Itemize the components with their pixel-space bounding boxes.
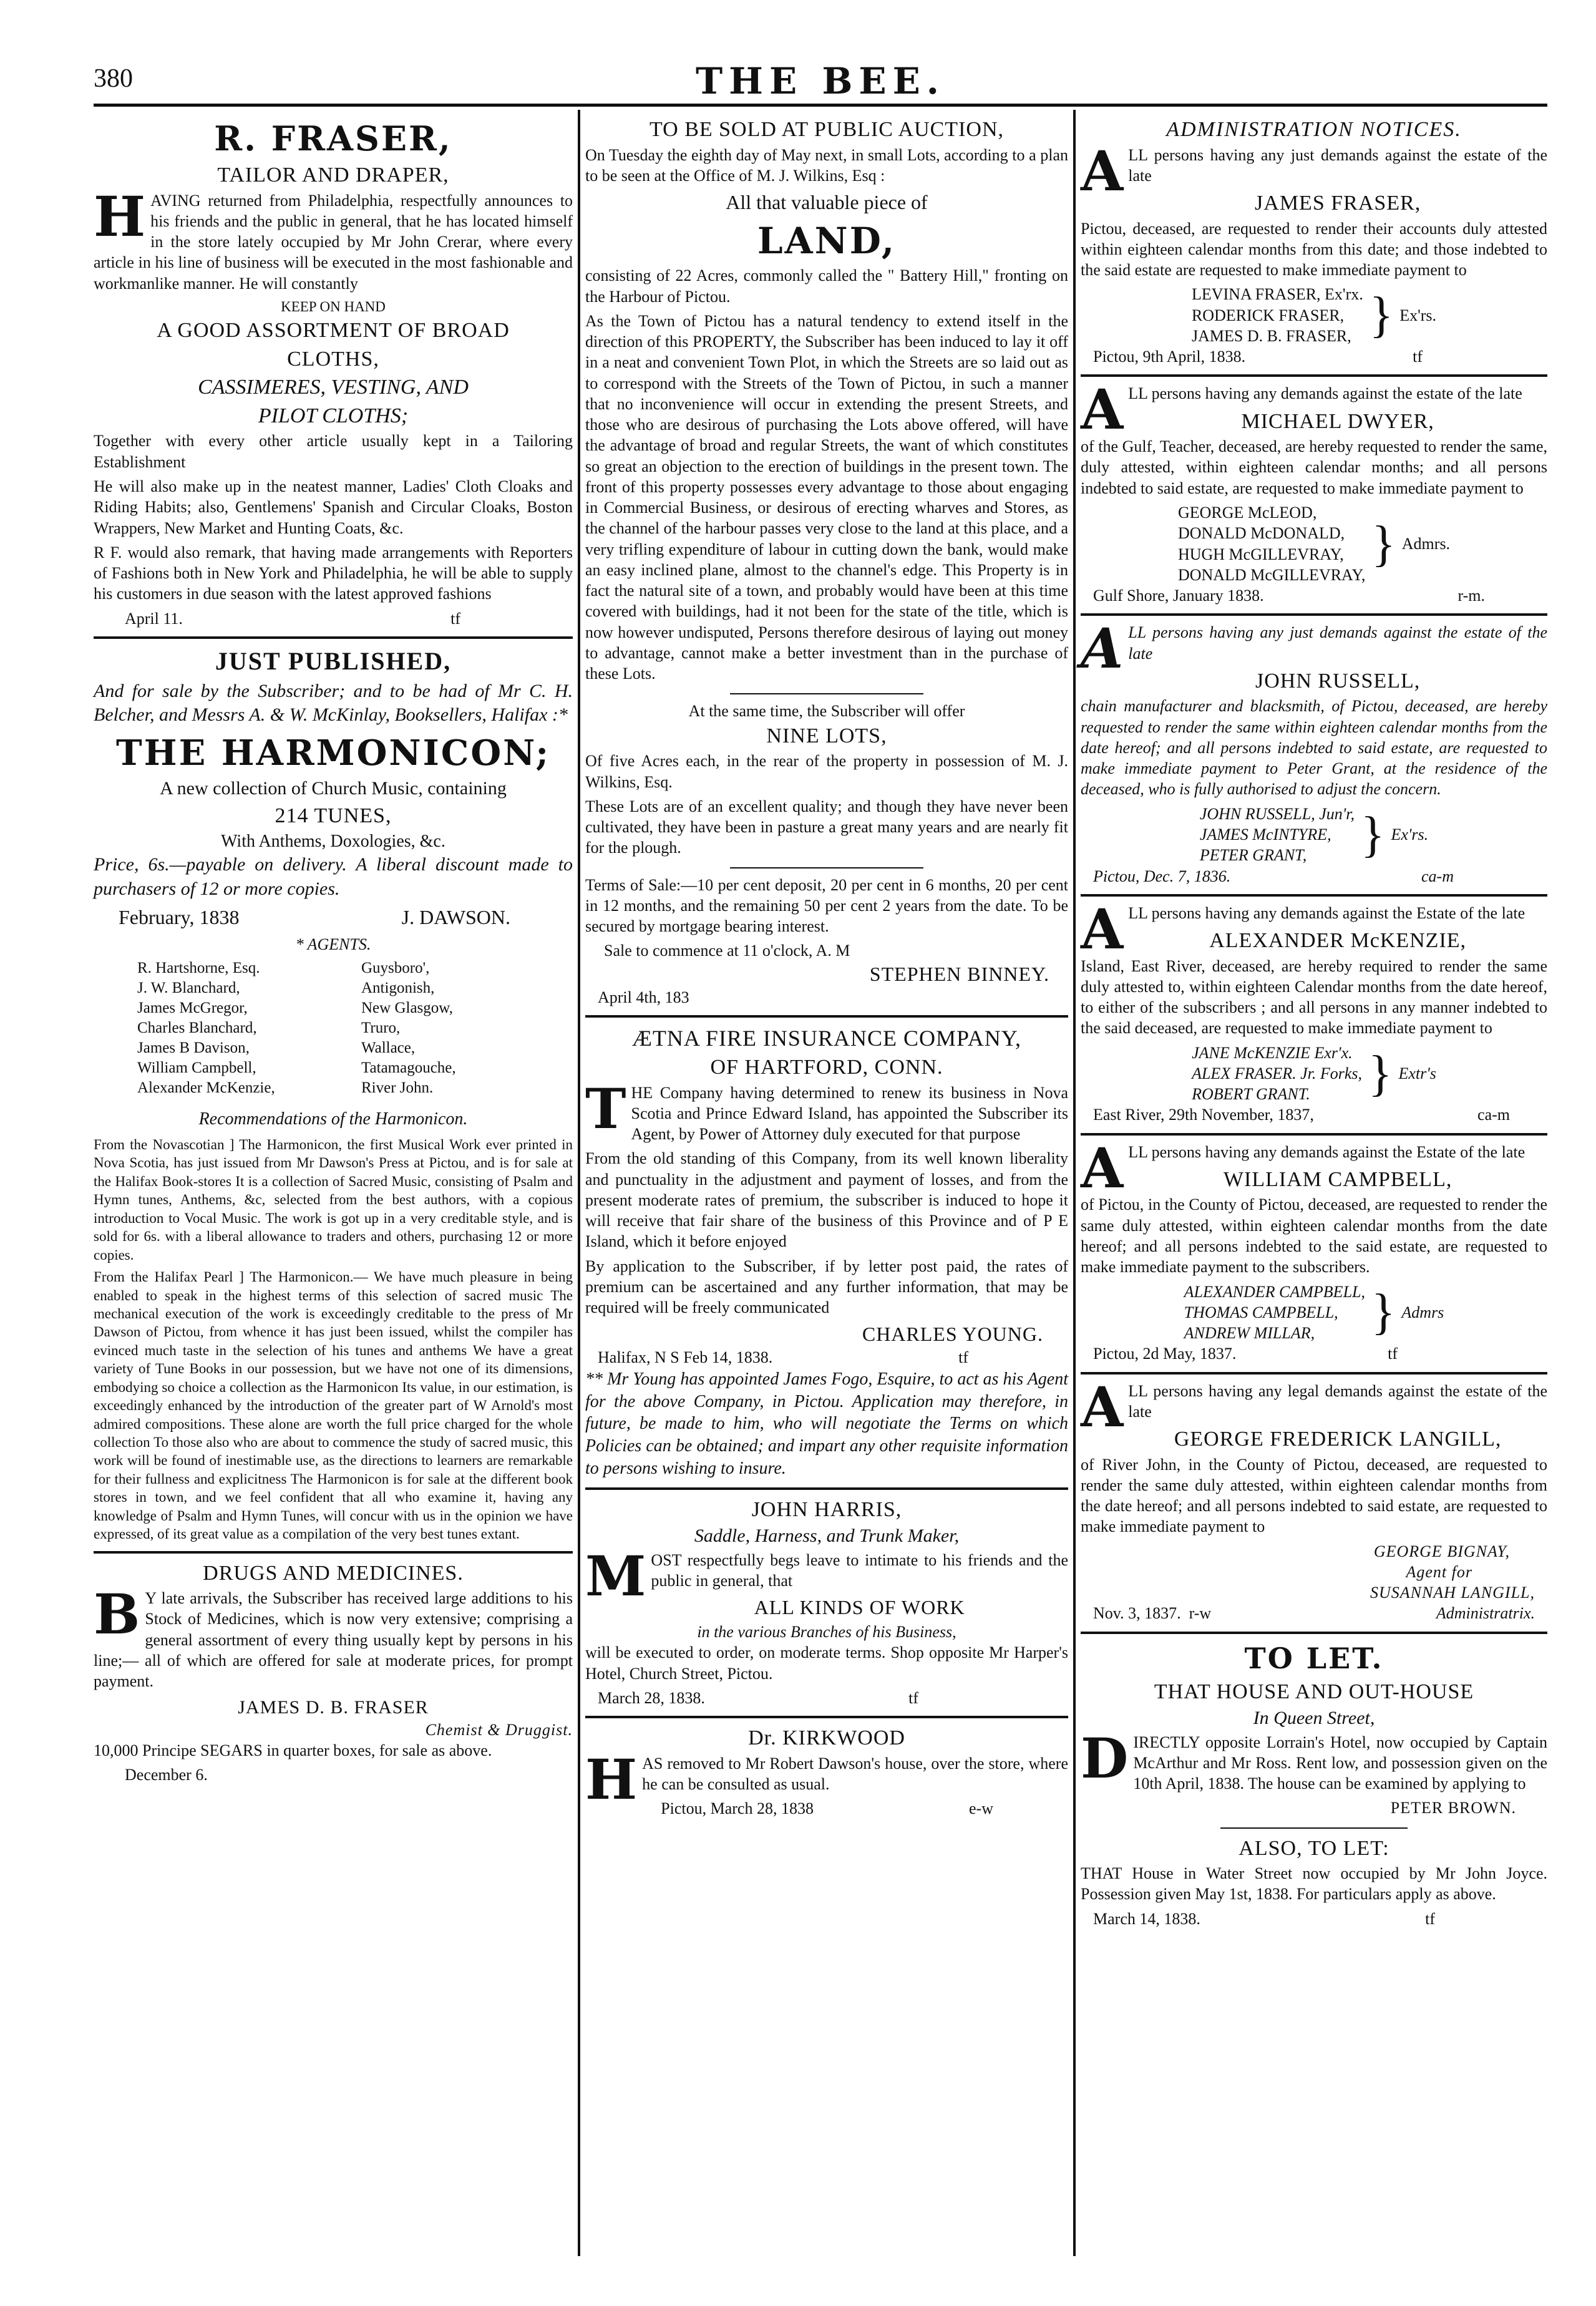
auction-signature: STEPHEN BINNEY. [869, 962, 1049, 985]
recommendations-title: Recommendations of the Harmonicon. [198, 1109, 468, 1129]
executor: PETER GRANT, [1199, 846, 1307, 865]
just-published: JUST PUBLISHED, [215, 646, 452, 675]
executor: ALEX FRASER. Jr. Forks, [1192, 1064, 1363, 1082]
auction-consisting: consisting of 22 Acres, commonly called the " Battery Hill," fronting on the Harbour of Pictou. [585, 266, 1068, 306]
aetna-date: Halifax, N S Feb 14, 1838. [598, 1348, 773, 1367]
harris-branches: in the various Branches of his Business, [697, 1623, 956, 1642]
divider [1081, 1372, 1547, 1374]
auction-date: April 4th, 183 [598, 988, 689, 1006]
column-rule-1 [578, 110, 580, 2256]
agent-name: James B Davison, [137, 1039, 250, 1057]
drugs-signature-title: Chemist & Druggist. [425, 1720, 573, 1739]
divider [1081, 894, 1547, 897]
assortment-line-2: CLOTHS, [287, 347, 379, 371]
to-let-date: March 14, 1838. [1093, 1909, 1200, 1928]
notice-body: LL persons having any demands against the Estate of the late [1128, 903, 1525, 922]
agent-name: William Campbell, [137, 1059, 256, 1077]
divider [585, 1487, 1068, 1490]
harris-all-kinds: ALL KINDS OF WORK [754, 1596, 965, 1619]
harmonicon-for-sale: And for sale by the Subscriber; and to be had of Mr C. H. Belcher, and Messrs A. & W. McKinlay, Booksellers, Halifax :* [94, 681, 573, 726]
agent-name: Alexander McKenzie, [137, 1079, 275, 1097]
harmonicon-with: With Anthems, Doxologies, &c. [221, 832, 445, 852]
assortment-line-3: CASSIMERES, VESTING, AND [198, 376, 469, 399]
auction-land: LAND, [757, 220, 897, 262]
auction-body: As the Town of Pictou has a natural tendency to extend itself in the direction of this PROPERTY, the Subscriber has been induced to lay it off in a neat and convenient Town Plot, in which the Streets are so laid out as to correspond with the Streets of the Town of Pictou, in such a manner that no inconvenience will occur in extending the present Streets, and those who are desirous of purchasing the Lots above offered, will have the advantage of broad and regular Streets, the want of which constitutes so great an objection to the erection of buildings in the present town. The front of this property possesses every advantage to those about engaging in Commercial Business, or desirous of erecting wharves and Stores, as the channel of the harbour passes very close to the land at this place, and a very trifling expenditure of labour in cutting down the bank, would make an easy inclined plane, almost to the channel's edge. This Property is in fact the natural site of a town, and probably would have been at this time covered with buildings, had it not been for the state of the title, which is now however undisputed, Persons therefore desirous of laying out money to advantage, cannot make a better investment than in the purchase of these Lots. [585, 311, 1068, 683]
divider [1081, 1133, 1547, 1136]
agent-for: Agent for [1406, 1562, 1472, 1581]
auction-nine-lots: NINE LOTS, [766, 724, 887, 747]
to-let-title: TO LET. [1244, 1641, 1384, 1675]
administrator-role: Admrs [1401, 1303, 1444, 1321]
auction-advert [585, 116, 1068, 1008]
notice-code: r-w [1189, 1604, 1212, 1623]
column-1 [94, 115, 573, 1786]
drugs-date: December 6. [125, 1766, 208, 1784]
drop-cap: B [94, 1582, 140, 1647]
notice-body: LL persons having any demands against the Estate of the late [1128, 1142, 1525, 1161]
notice-code: r-m. [1457, 586, 1485, 605]
drop-cap: A [1081, 1135, 1124, 1200]
executor: JOHN RUSSELL, Jun'r, [1199, 804, 1355, 823]
harmonicon-author: J. DAWSON. [401, 906, 510, 928]
auction-five-acres: Of five Acres each, in the rear of the property in possession of M. J. Wilkins, Esq. [585, 752, 1068, 791]
notice-george-langill [1081, 1374, 1547, 1624]
to-let-house: THAT HOUSE AND OUT-HOUSE [1154, 1680, 1474, 1703]
fraser-subtitle: TAILOR AND DRAPER, [217, 163, 449, 187]
page-header [94, 60, 1547, 102]
aetna-body-2: From the old standing of this Company, from its well known liberality and punctuality in the adjustment and payment of losses, and from the present moderate rates of premium, the subscriber is induced to hope it will receive that fair share of the business of this Province and of P E Island, which it before enjoyed [585, 1149, 1068, 1251]
divider [730, 867, 923, 868]
also-to-let-body: THAT House in Water Street now occupied by Mr John Joyce. Possession given May 1st, 1838. For particulars apply as above. [1081, 1864, 1547, 1904]
notice-code: ca-m [1421, 867, 1454, 885]
kirkwood-advert [585, 1725, 1068, 1819]
notice-date: Pictou, 9th April, 1838. [1093, 348, 1246, 366]
executor: JANE McKENZIE Exr'x. [1192, 1043, 1353, 1062]
recommendation-pearl: From the Halifax Pearl ] The Harmonicon.— We have much pleasure in being enabled to speak in the highest terms of this selection of sacred music The mechanical execution of the work is exceedingly creditable to the press of Mr Dawson of Pictou, from whence it has just been issued, whilst the compiler has evinced much taste in the selection of his tunes and anthems We have a great variety of Tune Books in our possession, but we have not one of its dimensions, embodying so choice a collection as the Harmonicon Its value, in our estimation, is exceedingly enhanced by the introduction of the greater part of W Arnold's most admired compositions. These alone are worth the full price charged for the whole collection To those also who are about to commence the study of sacred music, this work will be found of inestimable use, as the directions to learners are remarkable for their fullness and explicitness The Harmonicon is for sale at the different book stores in town, and we feel confident that all who examine it, having any knowledge of Psalm and Hymn Tunes, will concur with us in the opinion we have expressed, of its great value as a compilation of the very best tunes extant. [94, 1269, 573, 1542]
executor-role: Ex'rs. [1391, 825, 1429, 844]
drop-cap: A [1081, 616, 1124, 681]
divider [730, 693, 923, 694]
deceased-name: MICHAEL DWYER, [1241, 409, 1434, 433]
drugs-signature: JAMES D. B. FRASER [238, 1696, 429, 1718]
fraser-remark: R F. would also remark, that having made arrangements with Reporters of Fashions both in New York and Philadelphia, he will be able to supply his customers in due season with the latest approved fashions [94, 543, 573, 603]
notice-body: LL persons having any just demands against the estate of the late [1128, 145, 1547, 185]
notice-body: LL persons having any legal demands against the estate of the late [1128, 1381, 1547, 1421]
aetna-title-2: OF HARTFORD, CONN. [710, 1056, 943, 1079]
notice-date: East River, 29th November, 1837, [1093, 1106, 1314, 1124]
agent-name: James McGregor, [137, 1000, 248, 1017]
auction-valuable: All that valuable piece of [726, 191, 928, 214]
agent-place: River John. [361, 1079, 434, 1097]
administrator: ANDREW MILLAR, [1184, 1324, 1315, 1343]
notice-john-russell [1081, 616, 1547, 886]
harmonicon-tunes: 214 TUNES, [275, 804, 392, 827]
deceased-name: JOHN RUSSELL, [1255, 669, 1421, 693]
deceased-name: GEORGE FREDERICK LANGILL, [1174, 1428, 1502, 1451]
agent-place: Guysboro', [361, 960, 430, 977]
aetna-advert [585, 1024, 1068, 1480]
aetna-tf: tf [958, 1348, 968, 1367]
drop-cap: H [94, 183, 146, 249]
harris-tf: tf [908, 1689, 918, 1707]
harmonicon-date: February, 1838 [119, 906, 240, 928]
fraser-date: April 11. [125, 609, 183, 628]
auction-same-time: At the same time, the Subscriber will offer [688, 701, 965, 720]
auction-title: TO BE SOLD AT PUBLIC AUCTION, [649, 118, 1005, 141]
notice-tf: tf [1388, 1345, 1398, 1363]
harmonicon-desc: A new collection of Church Music, containing [160, 778, 507, 799]
divider [1081, 1632, 1547, 1634]
administrator: ALEXANDER CAMPBELL, [1184, 1282, 1365, 1301]
fraser-together: Together with every other article usually kept in a Tailoring Establishment [94, 432, 573, 471]
assortment-line-4: PILOT CLOTHS; [258, 404, 409, 427]
to-let-body: IRECTLY opposite Lorrain's Hotel, now occupied by Captain McArthur and Mr Ross. Rent low, and possession given on the 10th April, 1838. The house can be examined by applying to [1133, 1733, 1547, 1793]
drop-cap: A [1081, 896, 1124, 961]
harmonicon-price: Price, 6s.—payable on delivery. A liberal discount made to purchasers of 12 or more copies. [94, 854, 573, 899]
drop-cap: A [1081, 1374, 1124, 1439]
executor-role: Ex'rs. [1399, 306, 1437, 324]
agent-place: Wallace, [361, 1039, 416, 1057]
executor: RODERICK FRASER, [1191, 306, 1345, 324]
harris-body: OST respectfully begs leave to intimate to his friends and the public in general, that [651, 1550, 1068, 1590]
divider [94, 1551, 573, 1554]
administrator-role: Admrs. [1401, 534, 1451, 553]
notice-body-2: of the Gulf, Teacher, deceased, are hereby requested to render the same, duly attested, within eighteen calendar months; and all persons indebted to said estate, are requested to make immediate payment to [1081, 437, 1547, 497]
fraser-body: AVING returned from Philadelphia, respectfully announces to his friends and the public in general, that he has located himself in the store lately occupied by Mr John Crerar, where every article in his line of business will be executed in the most fashionable and workmanlike manner. He will constantly [94, 191, 573, 293]
kirkwood-title: Dr. KIRKWOOD [748, 1726, 905, 1750]
also-to-let-title: ALSO, TO LET: [1238, 1836, 1389, 1860]
column-rule-2 [1073, 110, 1076, 2256]
agent-place: New Glasgow, [361, 1000, 453, 1017]
admin-notices-title: ADMINISTRATION NOTICES. [1166, 118, 1462, 141]
agent-name: Charles Blanchard, [137, 1019, 257, 1037]
kirkwood-date: Pictou, March 28, 1838 [661, 1799, 814, 1818]
to-let-street: In Queen Street, [1253, 1708, 1375, 1729]
notice-date: Nov. 3, 1837. [1093, 1604, 1181, 1623]
aetna-title: ÆTNA FIRE INSURANCE COMPANY, [631, 1025, 1022, 1051]
drop-cap: D [1081, 1725, 1129, 1791]
to-let-advert [1081, 1640, 1547, 1929]
drop-cap: A [1081, 377, 1124, 442]
harris-date: March 28, 1838. [598, 1689, 705, 1707]
agent-place: Truro, [361, 1019, 401, 1037]
drugs-segars: 10,000 Principe SEGARS in quarter boxes, for sale as above. [94, 1741, 492, 1760]
to-let-tf: tf [1425, 1909, 1435, 1928]
auction-intro: On Tuesday the eighth day of May next, in small Lots, according to a plan to be seen at the Office of M. J. Wilkins, Esq : [585, 145, 1068, 185]
notice-date: Pictou, Dec. 7, 1836. [1093, 867, 1231, 885]
administrator: GEORGE McLEOD, [1177, 504, 1317, 522]
executor: ROBERT GRANT. [1192, 1085, 1310, 1104]
drugs-body: Y late arrivals, the Subscriber has received large additions to his Stock of Medicines, which is now very extensive; comprising a general assortment of every thing usually kept by persons in his line;— all of which are offered for sale at moderate prices, for prompt payment. [94, 1589, 573, 1691]
drugs-title: DRUGS AND MEDICINES. [203, 1561, 464, 1585]
administratrix-title: Administratrix. [1436, 1604, 1535, 1623]
harris-advert [585, 1496, 1068, 1708]
fraser-title: R. FRASER, [214, 119, 452, 158]
drop-cap: H [585, 1746, 638, 1812]
administratrix-name: SUSANNAH LANGILL, [1370, 1584, 1535, 1602]
brace: } [1371, 1285, 1396, 1340]
header-rule [94, 104, 1547, 107]
notice-body-2: Island, East River, deceased, are hereby required to render the same duly attested to, within eighteen Calendar months from the date hereof, to either of the subscribers ; and all persons in any manner indebted to the said deceased, are requested to make immediate payment to [1081, 956, 1547, 1038]
aetna-note: ** Mr Young has appointed James Fogo, Esquire, to act as his Agent for the above Company, in Pictou. Application may therefore, in future, be made to him, who will negotiate the Terms on which Policies can be obtained; and impart any other requisite information to persons wishing to insure. [585, 1369, 1068, 1478]
harris-subtitle: Saddle, Harness, and Trunk Maker, [694, 1525, 960, 1547]
agent-name: R. Hartshorne, Esq. [137, 960, 260, 977]
notice-james-fraser [1081, 138, 1547, 367]
auction-commence: Sale to commence at 11 o'clock, A. M [604, 941, 850, 960]
brace: } [1369, 288, 1394, 343]
auction-terms: Terms of Sale:—10 per cent deposit, 20 per cent in 6 months, 20 per cent in 12 months, and the remaining 50 per cent 2 years from the date. To be secured by mortgage bearing interest. [585, 875, 1068, 936]
administrator: DONALD McGILLEVRAY, [1177, 565, 1366, 584]
deceased-name: ALEXANDER McKENZIE, [1209, 929, 1467, 953]
drop-cap: M [585, 1543, 646, 1608]
executor: JAMES McINTYRE, [1199, 825, 1331, 844]
drop-cap: A [1081, 138, 1124, 203]
to-let-signature: PETER BROWN. [1390, 1799, 1516, 1817]
agents-list [94, 958, 573, 1098]
fraser-tf: tf [450, 609, 460, 628]
notice-michael-dwyer [1081, 377, 1547, 606]
notice-date: Gulf Shore, January 1838. [1093, 586, 1264, 605]
notice-date: Pictou, 2d May, 1837. [1093, 1345, 1237, 1363]
notice-body-2: chain manufacturer and blacksmith, of Pictou, deceased, are hereby requested to render the same within eighteen calendar months from the date hereof; and all persons indebted to said estate, are requested to make immediate payment to Peter Grant, at the residence of the deceased, who is fully authorised to adjust the concern. [1081, 697, 1547, 799]
aetna-body-1: HE Company having determined to renew its business in Nova Scotia and Prince Edward Island, has appointed the Subscriber its Agent, by Power of Attorney duly executed for that purpose [631, 1083, 1068, 1144]
divider [585, 1015, 1068, 1018]
harris-body-2: will be executed to order, on moderate terms. Shop opposite Mr Harper's Hotel, Church Street, Pictou. [585, 1643, 1068, 1683]
keep-on-hand: KEEP ON HAND [281, 298, 386, 314]
notice-body-2: Pictou, deceased, are requested to render their accounts duly attested within eighteen calendar months from this date; and those indebted to the said estate are requested to make immediate payment to [1081, 219, 1547, 280]
notice-body-2: of River John, in the County of Pictou, deceased, are requested to render the same duly attested, within eighteen calendar months from the date hereof; and all persons indebted to said estate, are requested to make immediate payment to [1081, 1455, 1547, 1536]
notice-tf: tf [1413, 348, 1423, 366]
deceased-name: WILLIAM CAMPBELL, [1223, 1167, 1452, 1191]
executor-role: Extr's [1398, 1064, 1436, 1082]
harris-title: JOHN HARRIS, [751, 1497, 902, 1521]
auction-lots: These Lots are of an excellent quality; and though they have never been cultivated, they have been in pasture a great many years and are nearly fit for the plough. [585, 797, 1068, 857]
notice-code: ca-m [1477, 1106, 1510, 1124]
agents-title: * AGENTS. [295, 935, 371, 953]
administrator: HUGH McGILLEVRAY, [1177, 545, 1344, 563]
notice-body: LL persons having any just demands against the estate of the late [1128, 623, 1547, 663]
deceased-name: JAMES FRASER, [1255, 192, 1421, 215]
column-2 [585, 115, 1068, 1819]
brace: } [1371, 516, 1396, 572]
brace: } [1361, 807, 1385, 862]
fraser-make: He will also make up in the neatest manner, Ladies' Cloth Cloaks and Riding Habits; also, Gentlemens' Spanish and Circular Cloaks, Boston Wrappers, New Market and Hunting Coats, &c. [94, 477, 573, 537]
fraser-advert [94, 117, 573, 629]
divider [94, 636, 573, 639]
notice-alexander-mckenzie [1081, 896, 1547, 1126]
drop-cap: T [585, 1076, 626, 1141]
divider [1081, 613, 1547, 616]
agent-place: Tatamagouche, [361, 1059, 456, 1077]
notice-body: LL persons having any demands against the estate of the late [1128, 384, 1522, 403]
divider [1220, 1827, 1407, 1829]
column-3 [1081, 115, 1547, 1929]
aetna-body-3: By application to the Subscriber, if by letter post paid, the rates of premium can be ascertained and any further information, that may be required will be freely communicated [585, 1257, 1068, 1317]
agent-place: Antigonish, [361, 980, 435, 997]
page-number: 380 [94, 64, 133, 93]
kirkwood-body: AS removed to Mr Robert Dawson's house, over the store, where he can be consulted as usual. [642, 1754, 1068, 1794]
executor: JAMES D. B. FRASER, [1191, 326, 1351, 345]
executor: LEVINA FRASER, Ex'rx. [1191, 285, 1363, 304]
aetna-signature: CHARLES YOUNG. [862, 1323, 1043, 1346]
masthead: THE BEE. [696, 60, 945, 102]
notice-body-2: of Pictou, in the County of Pictou, deceased, are requested to render the same duly attested, within eighteen calendar months from the date hereof; and all persons indebted to the said estate, are requested to make immediate payment to the subscribers. [1081, 1195, 1547, 1277]
harmonicon-title: THE HARMONICON; [115, 732, 551, 774]
administrator: THOMAS CAMPBELL, [1184, 1303, 1338, 1321]
divider [1081, 374, 1547, 377]
notice-william-campbell [1081, 1135, 1547, 1365]
harmonicon-advert [94, 645, 573, 1544]
administrator: DONALD McDONALD, [1177, 524, 1345, 543]
drugs-advert [94, 1560, 573, 1786]
agent-signature: GEORGE BIGNAY, [1373, 1542, 1510, 1560]
assortment-line-1: A GOOD ASSORTMENT OF BROAD [157, 319, 510, 343]
agent-name: J. W. Blanchard, [137, 980, 240, 997]
recommendation-novascotian: From the Novascotian ] The Harmonicon, the first Musical Work ever printed in Nova Scotia, has just issued from Mr Dawson's Press at Pictou, and is for sale at the Halifax Book-stores It is a collection of Sacred Music, consisting of Psalm and Hymn tunes, Anthems, &c, selected from the best authors, with a copious introduction to Vocal Music. The work is got up in a very creditable style, and is sold for 6s. with a liberal allowance to traders and others, purchasing 12 or more copies. [94, 1137, 573, 1263]
divider [585, 1716, 1068, 1718]
kirkwood-code: e-w [969, 1799, 993, 1818]
brace: } [1368, 1046, 1393, 1101]
